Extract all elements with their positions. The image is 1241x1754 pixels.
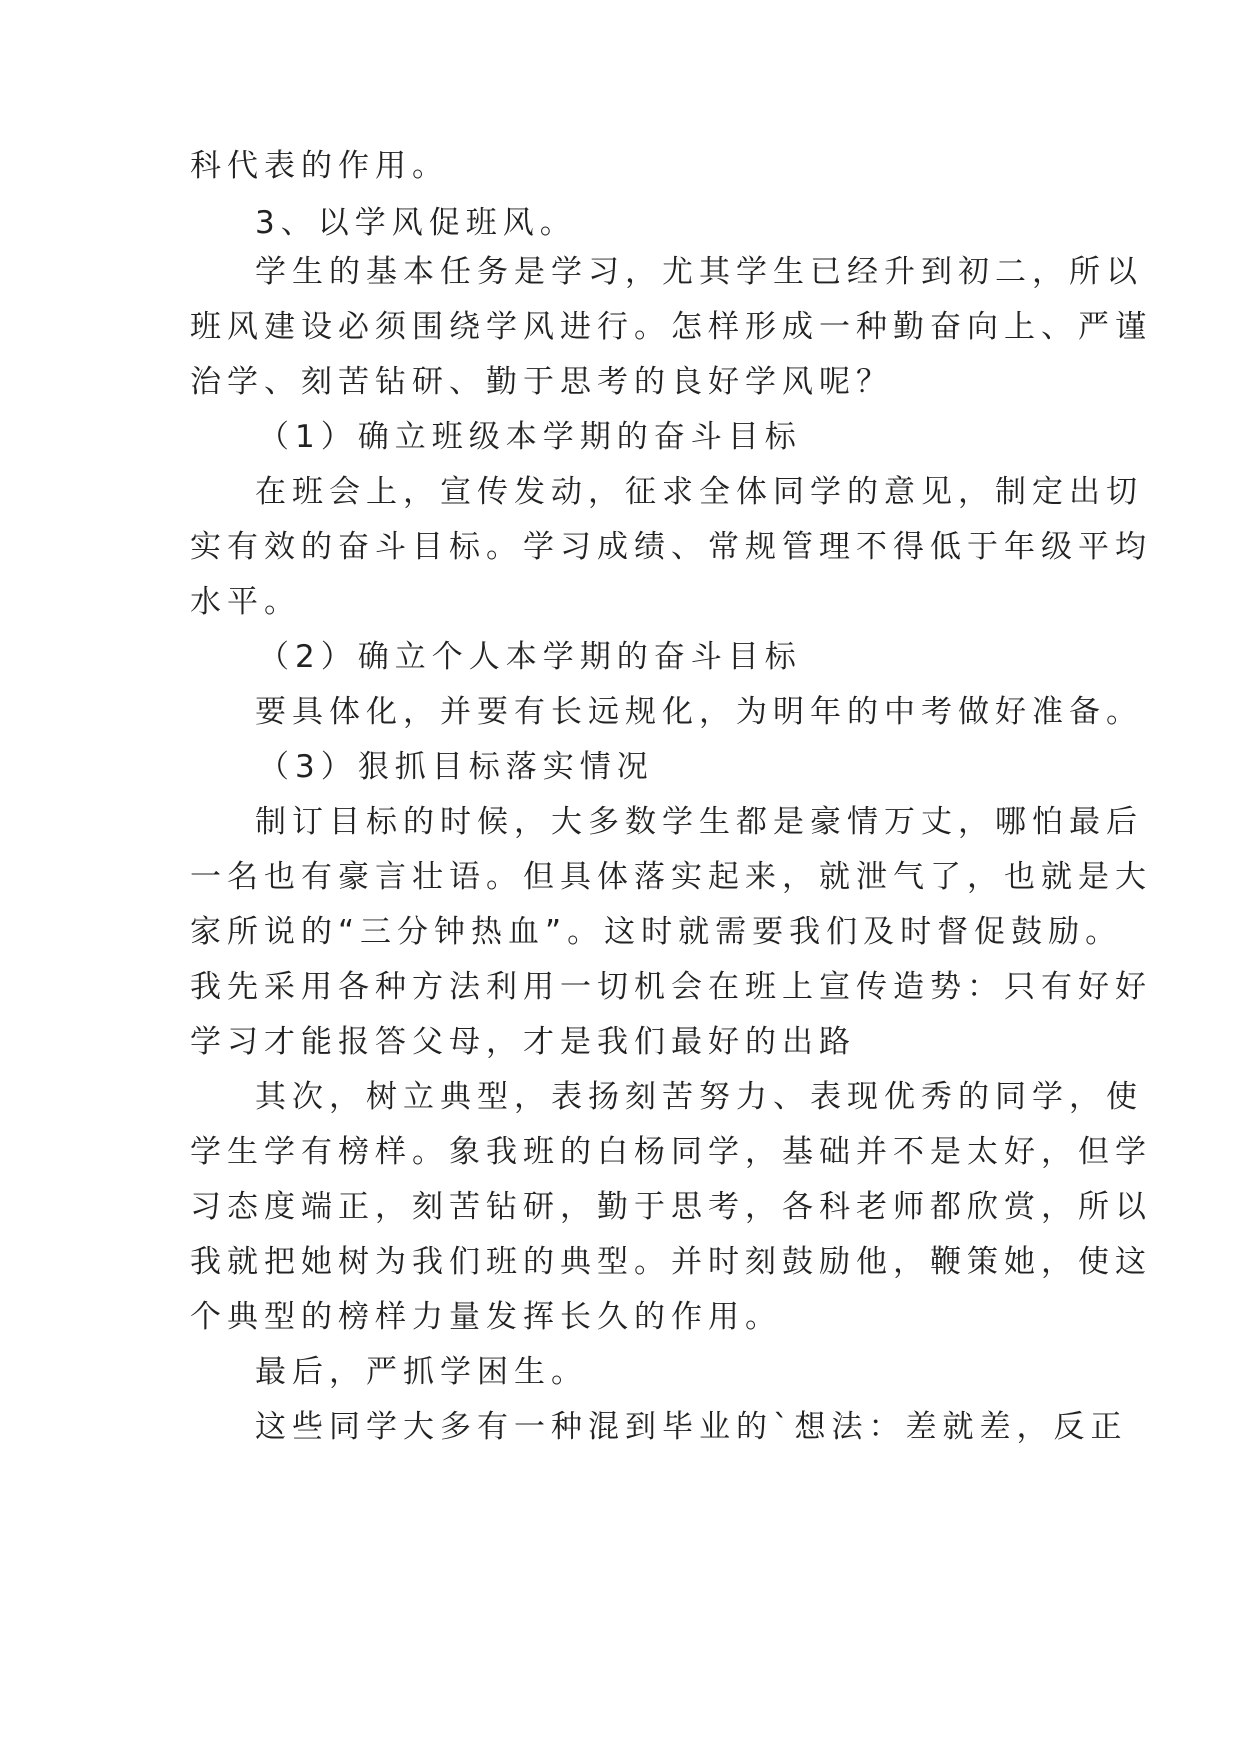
text-line: 一名也有豪言壮语。但具体落实起来，就泄气了，也就是大 xyxy=(190,859,1152,895)
text-line: 水平。 xyxy=(190,584,301,620)
text-line: 班风建设必须围绕学风进行。怎样形成一种勤奋向上、严谨 xyxy=(190,309,1152,345)
text-line: 学生学有榜样。象我班的白杨同学，基础并不是太好，但学 xyxy=(190,1134,1152,1170)
text-line: 家所说的“三分钟热血”。这时就需要我们及时督促鼓励。 xyxy=(190,914,1123,950)
paragraph-start-line: 制订目标的时候，大多数学生都是豪情万丈，哪怕最后 xyxy=(255,804,1143,840)
text-line: 实有效的奋斗目标。学习成绩、常规管理不得低于年级平均 xyxy=(190,529,1152,565)
text-line: 学习才能报答父母，才是我们最好的出路 xyxy=(190,1024,856,1060)
paragraph-start-line: 要具体化，并要有长远规化，为明年的中考做好准备。 xyxy=(255,694,1143,730)
subsection-heading: （1）确立班级本学期的奋斗目标 xyxy=(258,419,802,455)
text-line: 我先采用各种方法利用一切机会在班上宣传造势：只有好好 xyxy=(190,969,1152,1005)
subsection-heading: （2）确立个人本学期的奋斗目标 xyxy=(258,639,802,675)
text-line: 我就把她树为我们班的典型。并时刻鼓励他，鞭策她，使这 xyxy=(190,1244,1152,1280)
paragraph-start-line: 这些同学大多有一种混到毕业的`想法：差就差，反正 xyxy=(255,1409,1128,1445)
section-heading: 3、以学风促班风。 xyxy=(255,205,577,241)
paragraph-start-line: 学生的基本任务是学习，尤其学生已经升到初二，所以 xyxy=(255,254,1143,290)
text-line: 习态度端正，刻苦钻研，勤于思考，各科老师都欣赏，所以 xyxy=(190,1189,1152,1225)
paragraph-start-line: 其次，树立典型，表扬刻苦努力、表现优秀的同学，使 xyxy=(255,1079,1143,1115)
text-line: 个典型的榜样力量发挥长久的作用。 xyxy=(190,1299,782,1335)
text-line: 科代表的作用。 xyxy=(190,148,449,184)
paragraph-start-line: 最后，严抓学困生。 xyxy=(255,1354,588,1390)
subsection-heading: （3）狠抓目标落实情况 xyxy=(258,749,654,785)
paragraph-start-line: 在班会上，宣传发动，征求全体同学的意见，制定出切 xyxy=(255,474,1143,510)
text-line: 治学、刻苦钻研、勤于思考的良好学风呢？ xyxy=(190,364,893,400)
